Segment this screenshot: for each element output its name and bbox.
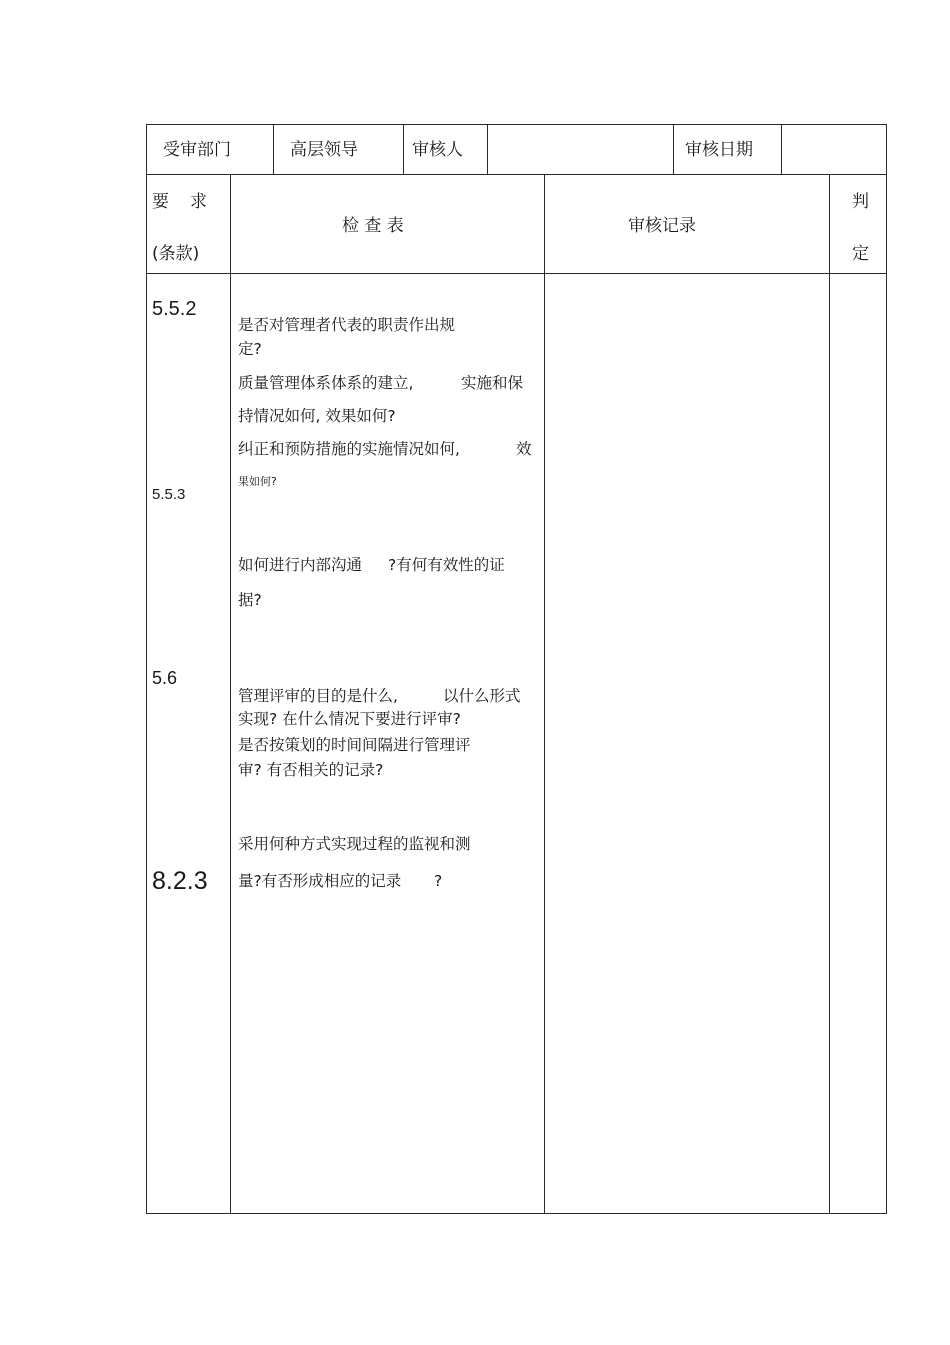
bottom-border <box>146 1213 887 1214</box>
clause-number: 5.5.3 <box>152 486 186 503</box>
checklist-question: 质量管理体系体系的建立, <box>238 374 414 392</box>
checklist-question: 量?有否形成相应的记录 <box>238 872 402 890</box>
checklist-question: 定? <box>238 340 262 358</box>
dept-label: 受审部门 <box>163 140 231 160</box>
checklist-question: ? <box>434 872 443 890</box>
checklist-question: 纠正和预防措施的实施情况如何, <box>238 440 460 458</box>
checklist-question: 采用何种方式实现过程的监视和测 <box>238 835 471 853</box>
checklist-question: 管理评审的目的是什么, <box>238 687 398 705</box>
judgement-header-line2: 定 <box>852 244 869 264</box>
date-label: 审核日期 <box>685 140 753 160</box>
checklist-question: 是否对管理者代表的职责作出规 <box>238 316 456 334</box>
dept-value: 高层领导 <box>290 140 358 160</box>
column-divider <box>544 174 545 1214</box>
checklist-question: 实施和保 <box>461 374 524 392</box>
right-border <box>886 124 887 1214</box>
column-divider <box>829 174 830 1214</box>
requirement-header-line2: (条款) <box>152 244 200 264</box>
clause-number: 8.2.3 <box>152 867 208 895</box>
checklist-question: 持情况如何, 效果如何? <box>238 407 396 425</box>
checklist-question: 实现? 在什么情况下要进行评审? <box>238 710 461 728</box>
top-row-divider <box>487 124 488 174</box>
top-row-divider <box>403 124 404 174</box>
clause-number: 5.6 <box>152 668 178 688</box>
checklist-question: 果如何? <box>238 475 277 488</box>
checklist-question: ?有何有效性的证 <box>388 556 505 574</box>
row-divider <box>146 174 887 175</box>
judgement-header-line1: 判 <box>852 192 869 212</box>
auditor-label: 审核人 <box>412 140 463 160</box>
clause-number: 5.5.2 <box>152 298 197 320</box>
checklist-question: 如何进行内部沟通 <box>238 556 363 574</box>
column-divider <box>230 174 231 1214</box>
checklist-question: 是否按策划的时间间隔进行管理评 <box>238 736 471 754</box>
top-row-divider <box>273 124 274 174</box>
top-border <box>146 124 887 125</box>
requirement-header-line1: 要 求 <box>152 192 209 212</box>
checklist-question: 审? 有否相关的记录? <box>238 761 384 779</box>
top-row-divider <box>673 124 674 174</box>
checklist-question: 效 <box>516 440 532 458</box>
checklist-header: 检 查 表 <box>342 216 404 236</box>
checklist-question: 以什么形式 <box>443 687 521 705</box>
left-border <box>146 124 147 1214</box>
top-row-divider <box>781 124 782 174</box>
audit-record-header: 审核记录 <box>628 216 696 236</box>
header-divider <box>146 273 887 274</box>
checklist-question: 据? <box>238 591 262 609</box>
